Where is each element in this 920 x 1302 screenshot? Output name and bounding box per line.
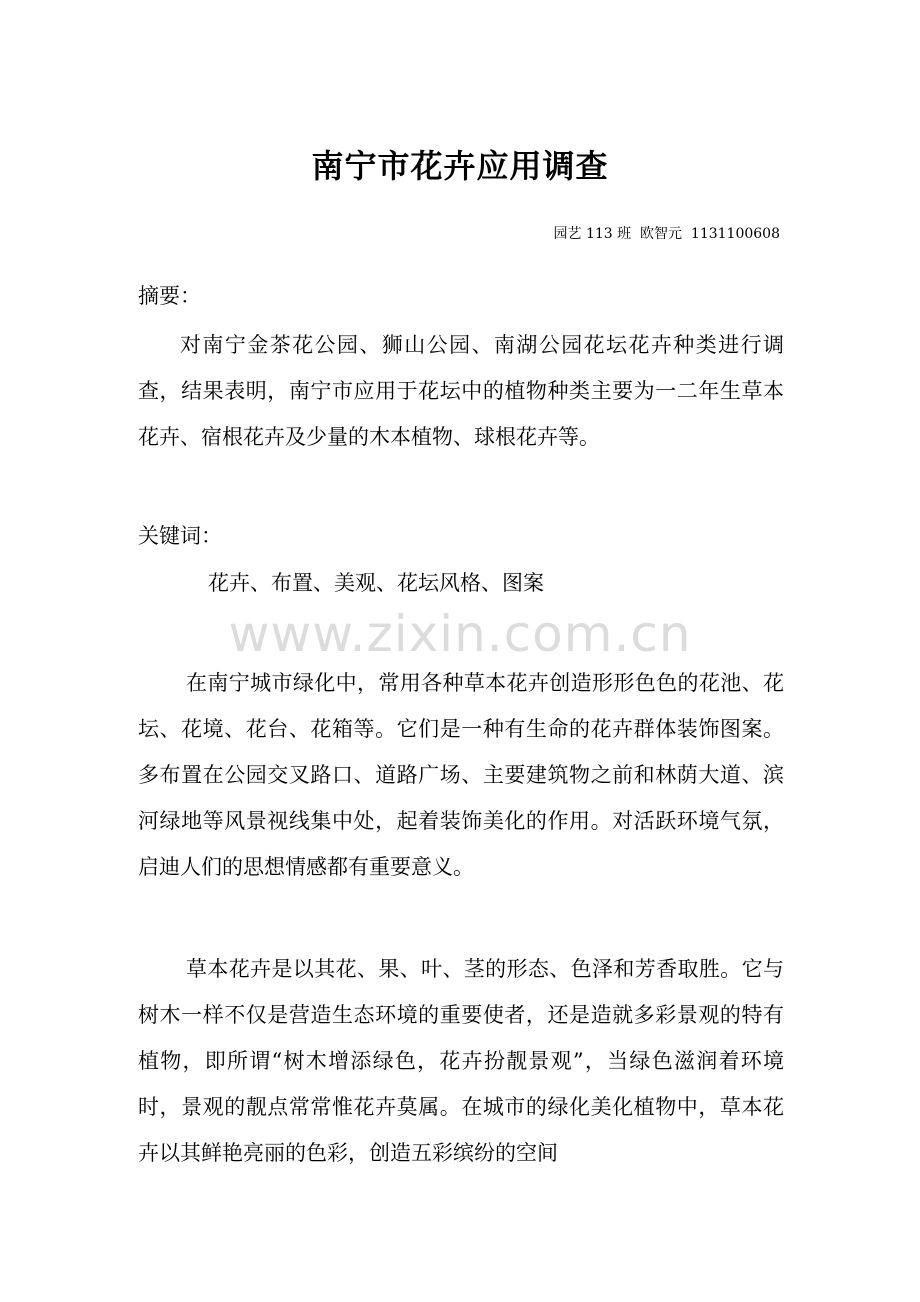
- abstract-heading: 摘要：: [138, 284, 201, 308]
- document-title: 南宁市花卉应用调查: [311, 147, 609, 185]
- abstract-text: 对南宁金茶花公园、狮山公园、南湖公园花坛花卉种类进行调查，结果表明，南宁市应用于花坛中的植物种类主要为一二年生草本花卉、宿根花卉及少量的木本植物、球根花卉等。: [138, 333, 784, 449]
- keywords-heading: 关键词：: [138, 524, 222, 548]
- keywords-text: 花卉、布置、美观、花坛风格、图案: [208, 571, 544, 595]
- body-paragraph-2: 草本花卉是以其花、果、叶、茎的形态、色泽和芳香取胜。它与树木一样不仅是营造生态环境的重要使者，还是造就多彩景观的特有植物，即所谓“树木增添绿色，花卉扮靓景观”，当绿色滋润着环境时，景观的靓点常常惟花卉莫属。在城市的绿化美化植物中，草本花卉以其鲜艳亮丽的色彩，创造五彩缤纷的空间: [138, 957, 784, 1165]
- body-paragraph-1: 在南宁城市绿化中，常用各种草本花卉创造形形色色的花池、花坛、花境、花台、花箱等。它们是一种有生命的花卉群体装饰图案。多布置在公园交叉路口、道路广场、主要建筑物之前和林荫大道、滨河绿地等风景视线集中处，起着装饰美化的作用。对活跃环境气氛，启迪人们的思想情感都有重要意义。: [138, 671, 784, 879]
- watermark: www.zixin.com.cn: [228, 605, 692, 663]
- author-line: 园艺 113 班 欧智元 1131100608: [553, 226, 780, 242]
